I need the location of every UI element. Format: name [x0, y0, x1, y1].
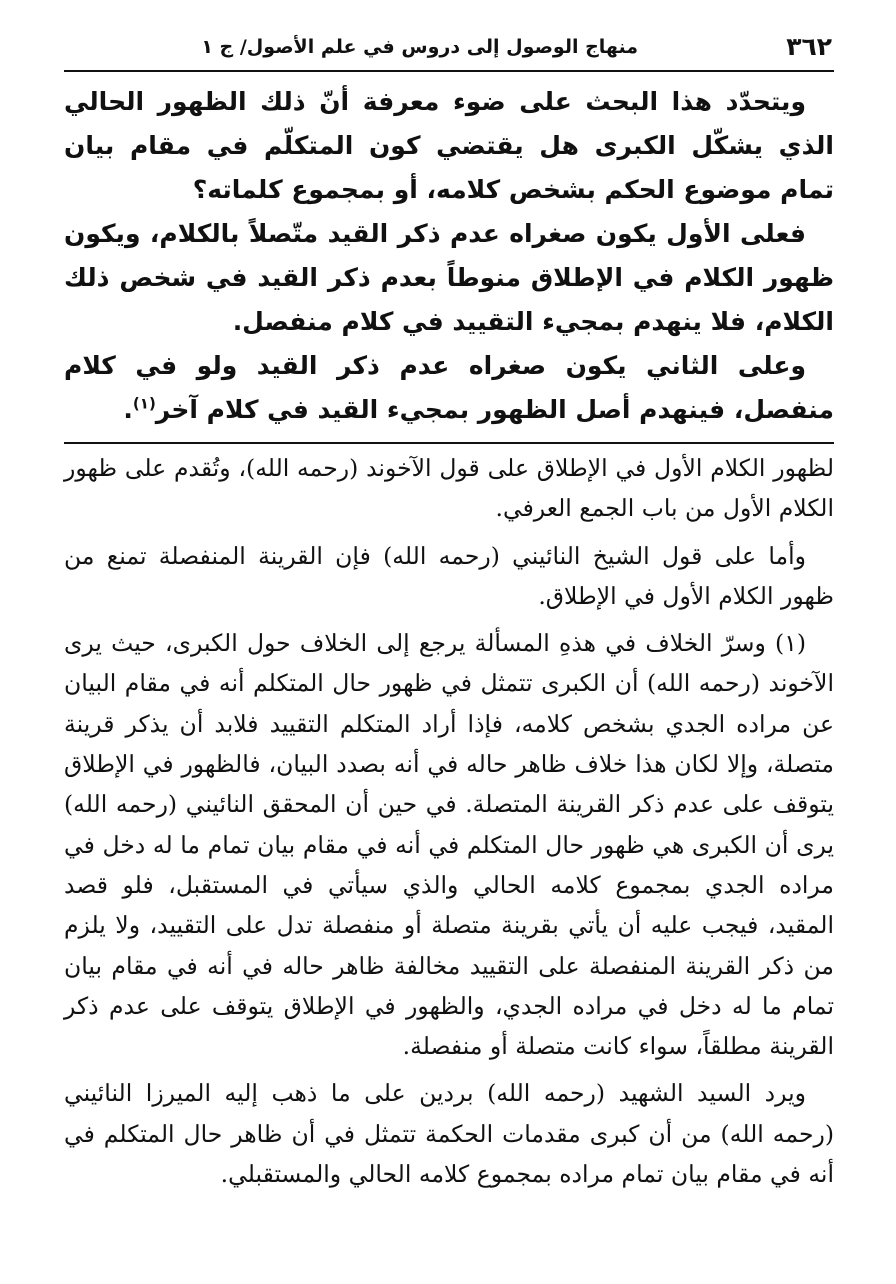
running-header	[64, 28, 834, 72]
footnote-paragraph-4: ويرد السيد الشهيد (رحمه الله) بردين على ما ذهب إليه الميرزا النائيني (رحمه الله) من أن كبرى مقدمات الحكمة تتمثل في أن ظاهر حال المتكلم في أنه في مقام بيان تمام مراده بمجموع كلامه الحالي والمستقبلي.	[64, 1079, 834, 1189]
footnote-reference[interactable]: (١)	[132, 394, 156, 413]
footnotes	[64, 448, 834, 1194]
book-title: منهاج الوصول إلى دروس في علم الأصول/ ج ١	[201, 36, 638, 58]
footnote-paragraph-2: وأما على قول الشيخ النائيني (رحمه الله) فإن القرينة المنفصلة تمنع من ظهور الكلام الأول في الإطلاق.	[64, 541, 834, 610]
footnote-separator	[64, 442, 834, 444]
book-page	[64, 28, 834, 1258]
page-number: ٣٦٢	[786, 32, 832, 61]
main-text	[64, 72, 834, 432]
main-paragraph-3	[64, 344, 834, 432]
main-paragraph-2: فعلى الأول يكون صغراه عدم ذكر القيد متّصلاً بالكلام، ويكون ظهور الكلام في الإطلاق منوطاً بعدم ذكر القيد في شخص ذلك الكلام، فلا ينهدم بمجيء التقييد في كلام منفصل.	[64, 219, 834, 336]
footnote-paragraph-1: لظهور الكلام الأول في الإطلاق على قول الآخوند (رحمه الله)، وتُقدم على ظهور الكلام الأول من باب الجمع العرفي.	[64, 454, 834, 523]
main-paragraph-1: ويتحدّد هذا البحث على ضوء معرفة أنّ ذلك الظهور الحالي الذي يشكّل الكبرى هل يقتضي كون المتكلّم في مقام بيان تمام موضوع الحكم بشخص كلامه، أو بمجموع كلماته؟	[64, 87, 834, 204]
main-paragraph-3-text: وعلى الثاني يكون صغراه عدم ذكر القيد ولو في كلام منفصل، فينهدم أصل الظهور بمجيء القيد في كلام آخر	[64, 351, 834, 424]
main-paragraph-3-end: .	[123, 395, 133, 424]
footnote-paragraph-3: (١) وسرّ الخلاف في هذهِ المسألة يرجع إلى الخلاف حول الكبرى، حيث يرى الآخوند (رحمه الله) أن الكبرى تتمثل في ظهور حال المتكلم أنه في مقام البيان عن مراده الجدي بشخص كلامه، فإذا أراد المتكلم التقييد فلابد أن يذكر قرينة متصلة، وإلا لكان هذا خلاف ظاهر حاله في أنه بصدد البيان، فالظهور في الإطلاق يتوقف على عدم ذكر القرينة المتصلة. في حين أن المحقق النائيني (رحمه الله) يرى أن الكبرى هي ظهور حال المتكلم في أنه في مقام بيان تمام ما له دخل في مراده الجدي بمجموع كلامه الحالي والذي سيأتي في المستقبل، فلو قصد المقيد، فيجب عليه أن يأتي بقرينة متصلة أو منفصلة تدل على التقييد، ولا يلزم من ذكر القرينة المنفصلة على التقييد مخالفة ظاهر حاله في أنه في مقام بيان تمام ما له دخل في مراده الجدي، والظهور في الإطلاق يتوقف على عدم ذكر القرينة مطلقاً، سواء كانت متصلة أو منفصلة.	[64, 629, 834, 1061]
